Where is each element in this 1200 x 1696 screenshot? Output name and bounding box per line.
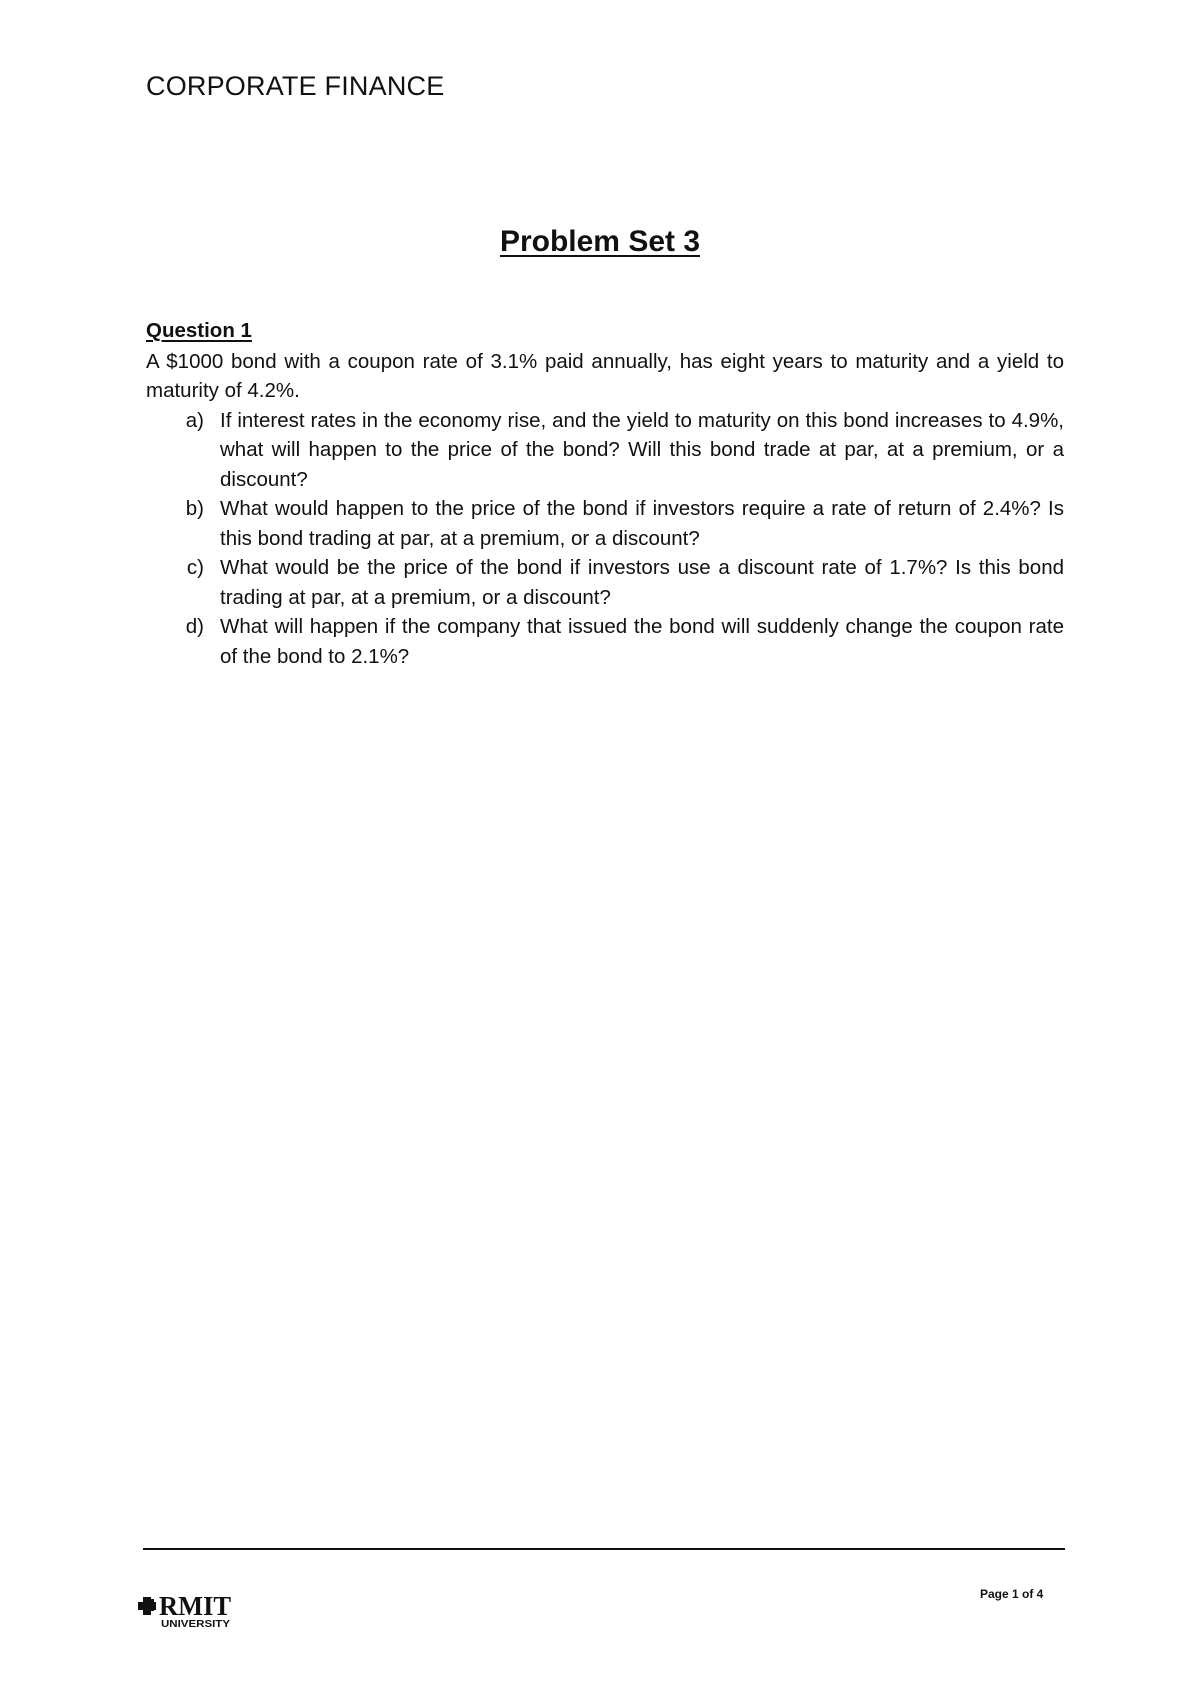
part-letter: b) bbox=[185, 497, 204, 520]
logo-subtitle: UNIVERSITY bbox=[161, 1619, 231, 1630]
question-parts-list bbox=[146, 406, 1064, 672]
logo-wordmark: RMIT bbox=[159, 1591, 231, 1621]
question-part-a bbox=[146, 406, 1064, 495]
question-part-b bbox=[146, 494, 1064, 553]
question-part-d bbox=[146, 612, 1064, 671]
question-intro: A $1000 bond with a coupon rate of 3.1% paid annually, has eight years to maturity and a yield to maturity of 4.2%. bbox=[146, 349, 1064, 402]
part-text: What would be the price of the bond if investors use a discount rate of 1.7%? Is this bond trading at par, at a premium, or a discount? bbox=[220, 556, 1064, 609]
part-letter: c) bbox=[186, 556, 204, 579]
course-header: CORPORATE FINANCE bbox=[146, 71, 445, 101]
rmit-logo bbox=[134, 1587, 264, 1633]
part-letter: a) bbox=[185, 408, 204, 432]
part-letter: d) bbox=[185, 615, 204, 638]
part-text: What would happen to the price of the bond if investors require a rate of return of 2.4%? Is this bond trading at par, at a premium, or a discount? bbox=[220, 497, 1064, 550]
part-text: If interest rates in the economy rise, and the yield to maturity on this bond increases to 4.9%, what will happen to the price of the bond? Will this bond trade at par, at a premium, or a discount? bbox=[220, 408, 1064, 491]
page-number: Page 1 of 4 bbox=[980, 1587, 1044, 1601]
part-text: What will happen if the company that issued the bond will suddenly change the coupon rate of the bond to 2.1%? bbox=[220, 615, 1064, 668]
rmit-emblem-icon bbox=[138, 1597, 156, 1615]
question-heading: Question 1 bbox=[146, 319, 252, 342]
page-title: Problem Set 3 bbox=[499, 225, 701, 258]
footer-divider bbox=[143, 1548, 1065, 1550]
question-part-c bbox=[146, 553, 1064, 612]
question-1-section bbox=[146, 316, 1064, 671]
